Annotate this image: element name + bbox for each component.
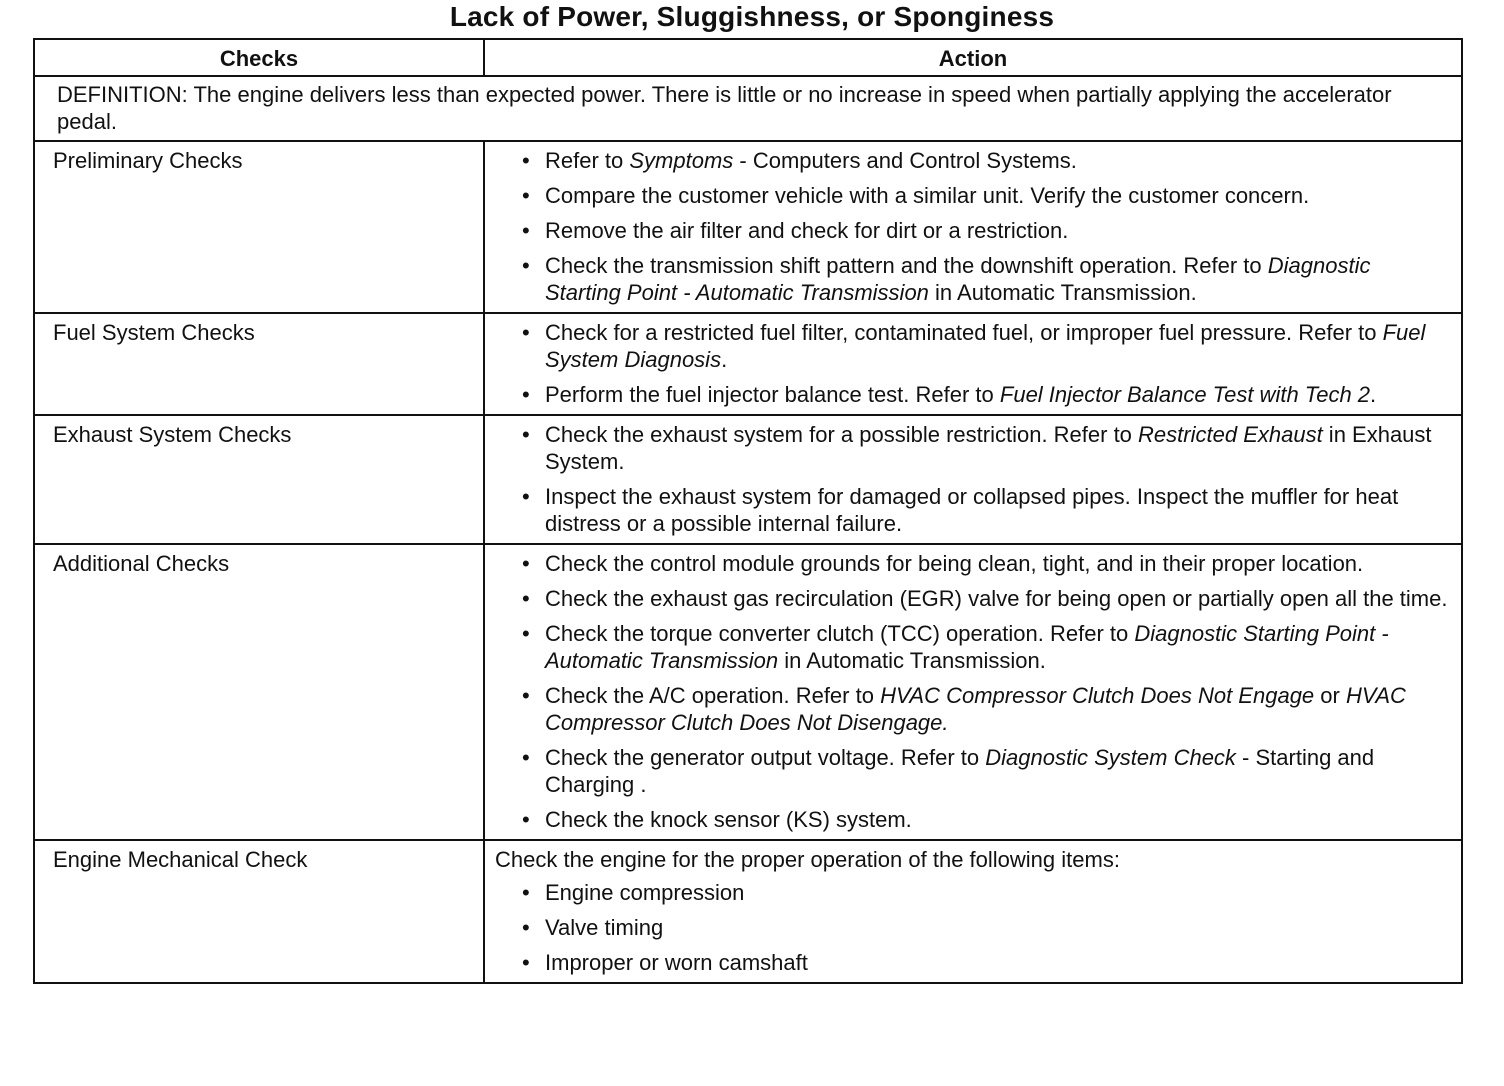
table-row [34, 840, 1462, 983]
bullet-icon: • [522, 218, 530, 243]
action-list [495, 147, 1449, 306]
action-list [495, 879, 1449, 976]
check-name: Additional Checks [34, 544, 484, 840]
list-item: • Check the generator output voltage. Refer to Diagnostic System Check - Starting and Charging . [522, 745, 1375, 797]
diagnostic-table [33, 38, 1463, 984]
table-row [34, 313, 1462, 415]
definition-text: DEFINITION: The engine delivers less than expected power. There is little or no increase in speed when partially applying the accelerator pedal. [34, 76, 1462, 141]
bullet-icon: • [522, 745, 530, 770]
list-item: • Remove the air filter and check for dirt or a restriction. [522, 218, 1069, 243]
list-item: • Check the torque converter clutch (TCC) operation. Refer to Diagnostic Starting Point - Automatic Transmission in Automatic Transmission. [522, 621, 1389, 673]
list-item: • Perform the fuel injector balance test. Refer to Fuel Injector Balance Test with Tech 2. [522, 382, 1377, 407]
bullet-icon: • [522, 683, 530, 708]
list-item: • Engine compression [522, 880, 745, 905]
bullet-icon: • [522, 253, 530, 278]
bullet-icon: • [522, 484, 530, 509]
table-row [34, 141, 1462, 313]
list-item: • Check the control module grounds for being clean, tight, and in their proper location. [522, 551, 1364, 576]
list-item: • Check the exhaust system for a possible restriction. Refer to Restricted Exhaust in Exhaust System. [522, 422, 1432, 474]
list-item: • Check the exhaust gas recirculation (EGR) valve for being open or partially open all the time. [522, 586, 1448, 611]
check-name: Engine Mechanical Check [34, 840, 484, 983]
action-list [495, 421, 1449, 537]
table-row [34, 544, 1462, 840]
checks-column-header: Checks [34, 39, 484, 76]
bullet-icon: • [522, 382, 530, 407]
bullet-icon: • [522, 915, 530, 940]
action-cell [484, 840, 1462, 983]
check-name: Preliminary Checks [34, 141, 484, 313]
list-item: • Compare the customer vehicle with a similar unit. Verify the customer concern. [522, 183, 1310, 208]
definition-row [34, 76, 1462, 141]
list-item: • Refer to Symptoms - Computers and Control Systems. [522, 148, 1077, 173]
action-intro: Check the engine for the proper operation of the following items: [495, 847, 1120, 872]
action-cell [484, 313, 1462, 415]
list-item: • Improper or worn camshaft [522, 950, 808, 975]
bullet-icon: • [522, 950, 530, 975]
list-item: • Check the transmission shift pattern and the downshift operation. Refer to Diagnostic Starting Point - Automatic Transmission in Automatic Transmission. [522, 253, 1371, 305]
action-cell [484, 544, 1462, 840]
header-row [34, 39, 1462, 76]
action-cell [484, 141, 1462, 313]
bullet-icon: • [522, 551, 530, 576]
bullet-icon: • [522, 422, 530, 447]
bullet-icon: • [522, 586, 530, 611]
action-list [495, 319, 1449, 408]
list-item: • Check for a restricted fuel filter, contaminated fuel, or improper fuel pressure. Refer to Fuel System Diagnosis. [522, 320, 1426, 372]
list-item: • Check the A/C operation. Refer to HVAC Compressor Clutch Does Not Engage or HVAC Compressor Clutch Does Not Disengage. [522, 683, 1406, 735]
check-name: Exhaust System Checks [34, 415, 484, 544]
bullet-icon: • [522, 183, 530, 208]
action-cell [484, 415, 1462, 544]
table-row [34, 415, 1462, 544]
bullet-icon: • [522, 807, 530, 832]
page-title: Lack of Power, Sluggishness, or Sponginess [449, 1, 1055, 32]
action-list [495, 550, 1449, 833]
list-item: • Valve timing [522, 915, 664, 940]
bullet-icon: • [522, 148, 530, 173]
list-item: • Inspect the exhaust system for damaged or collapsed pipes. Inspect the muffler for heat distress or a possible internal failure. [522, 484, 1399, 536]
list-item: • Check the knock sensor (KS) system. [522, 807, 912, 832]
check-name: Fuel System Checks [34, 313, 484, 415]
bullet-icon: • [522, 320, 530, 345]
action-column-header: Action [484, 39, 1462, 76]
bullet-icon: • [522, 621, 530, 646]
bullet-icon: • [522, 880, 530, 905]
